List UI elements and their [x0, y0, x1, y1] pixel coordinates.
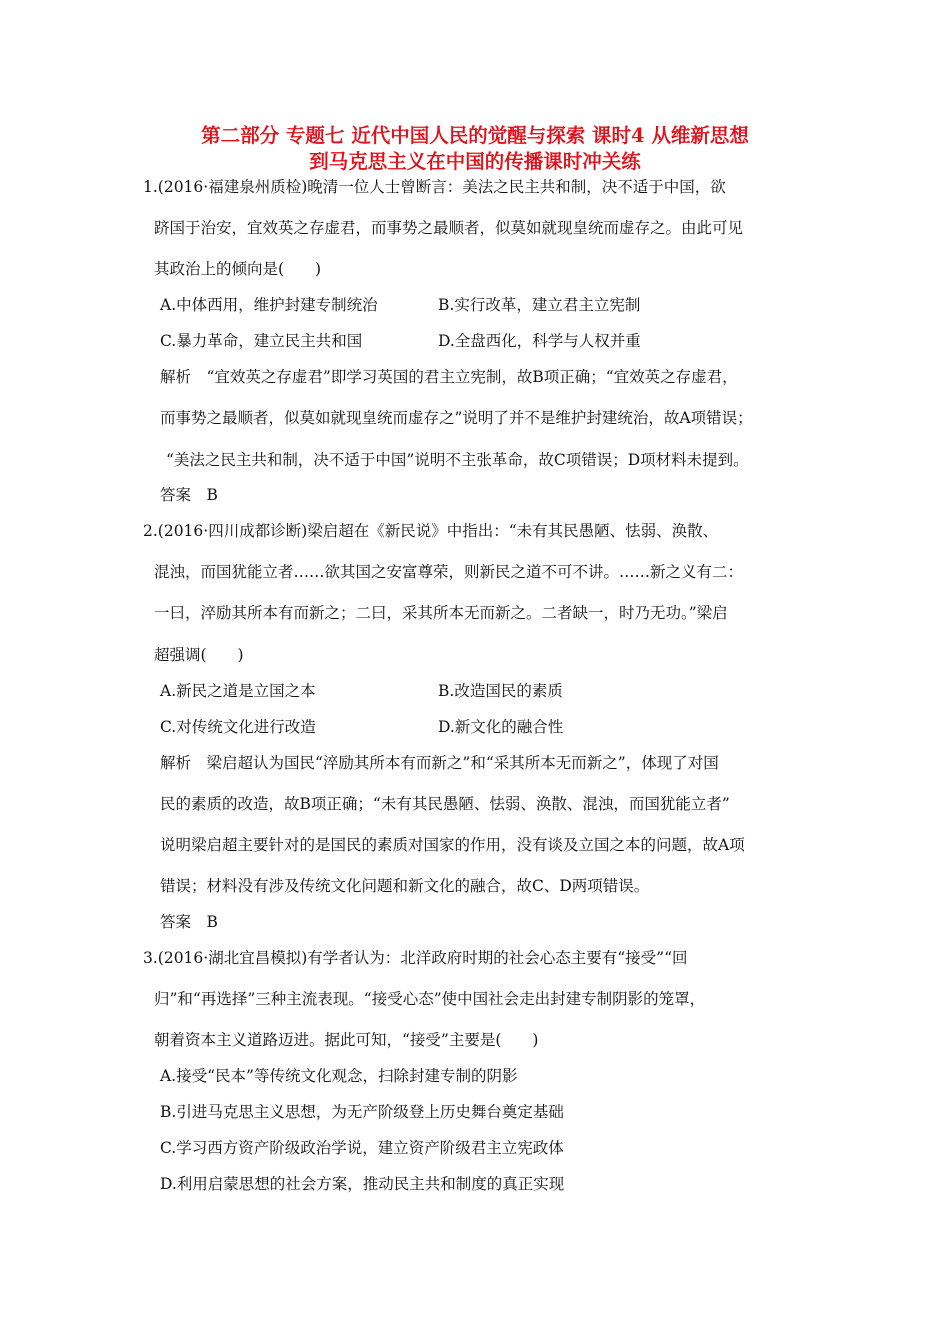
document-title-line-1: 第二部分 专题七 近代中国人民的觉醒与探索 课时4 从维新思想 [201, 124, 749, 147]
q3-option-b: B.引进马克思主义思想，为无产阶级登上历史舞台奠定基础 [160, 1103, 564, 1121]
q2-analysis-line-4: 错误；材料没有涉及传统文化问题和新文化的融合，故C、D两项错误。 [160, 877, 650, 895]
q1-analysis-line-1: 解析 “宜效英之存虚君”即学习英国的君主立宪制，故B项正确；“宜效英之存虚君， [160, 368, 738, 386]
q2-analysis-line-3: 说明梁启超主要针对的是国民的素质对国家的作用，没有谈及立国之本的问题，故A项 [160, 836, 745, 854]
q2-stem-line-2: 混浊，而国犹能立者……欲其国之安富尊荣，则新民之道不可不讲。……新之义有二： [154, 563, 744, 581]
q2-stem-line-1: 2.(2016·四川成都诊断)梁启超在《新民说》中指出：“未有其民愚陋、怯弱、涣散、 [143, 522, 719, 540]
q2-stem-line-3: 一曰，淬励其所本有而新之；二曰，采其所本无而新之。二者缺一，时乃无功。”梁启 [154, 604, 728, 622]
q1-answer: 答案 B [160, 486, 218, 504]
q2-option-b: B.改造国民的素质 [438, 682, 563, 700]
q1-analysis-line-3: “美法之民主共和制，决不适于中国”说明不主张革命，故C项错误；D项材料未提到。 [166, 451, 749, 469]
q1-stem-line-2: 跻国于治安，宜效英之存虚君，而事势之最顺者，似莫如就现皇统而虚存之。由此可见 [154, 219, 744, 237]
q3-stem-line-1: 3.(2016·湖北宜昌模拟)有学者认为：北洋政府时期的社会心态主要有“接受”“回 [143, 949, 688, 967]
q1-option-c: C.暴力革命，建立民主共和国 [160, 332, 363, 350]
q3-stem-line-3: 朝着资本主义道路迈进。据此可知，“接受”主要是( ) [154, 1031, 539, 1049]
q2-stem-line-4: 超强调( ) [154, 646, 244, 664]
q1-stem-line-3: 其政治上的倾向是( ) [154, 260, 322, 278]
q2-option-d: D.新文化的融合性 [438, 718, 564, 736]
q1-option-d: D.全盘西化，科学与人权并重 [438, 332, 641, 350]
document-title-line-2: 到马克思主义在中国的传播课时冲关练 [309, 150, 641, 173]
q1-stem-line-1: 1.(2016·福建泉州质检)晚清一位人士曾断言：美法之民主共和制，决不适于中国，欲 [143, 178, 726, 196]
q1-option-b: B.实行改革，建立君主立宪制 [438, 296, 641, 314]
q2-option-a: A.新民之道是立国之本 [160, 682, 316, 700]
q2-answer: 答案 B [160, 913, 218, 931]
q1-option-a: A.中体西用，维护封建专制统治 [160, 296, 378, 314]
q2-analysis-line-1: 解析 梁启超认为国民“淬励其所本有而新之”和“采其所本无而新之”，体现了对国 [160, 754, 719, 772]
q1-analysis-line-2: 而事势之最顺者，似莫如就现皇统而虚存之”说明了并不是维护封建统治，故A项错误； [160, 409, 753, 427]
q2-analysis-line-2: 民的素质的改造，故B项正确；“未有其民愚陋、怯弱、涣散、混浊，而国犹能立者” [160, 795, 730, 813]
q2-option-c: C.对传统文化进行改造 [160, 718, 316, 736]
q3-option-a: A.接受“民本”等传统文化观念，扫除封建专制的阴影 [160, 1067, 518, 1085]
q3-option-d: D.利用启蒙思想的社会方案，推动民主共和制度的真正实现 [160, 1175, 565, 1193]
q3-stem-line-2: 归”和“再选择”三种主流表现。“接受心态”使中国社会走出封建专制阴影的笼罩， [154, 990, 706, 1008]
q3-option-c: C.学习西方资产阶级政治学说，建立资产阶级君主立宪政体 [160, 1139, 564, 1157]
